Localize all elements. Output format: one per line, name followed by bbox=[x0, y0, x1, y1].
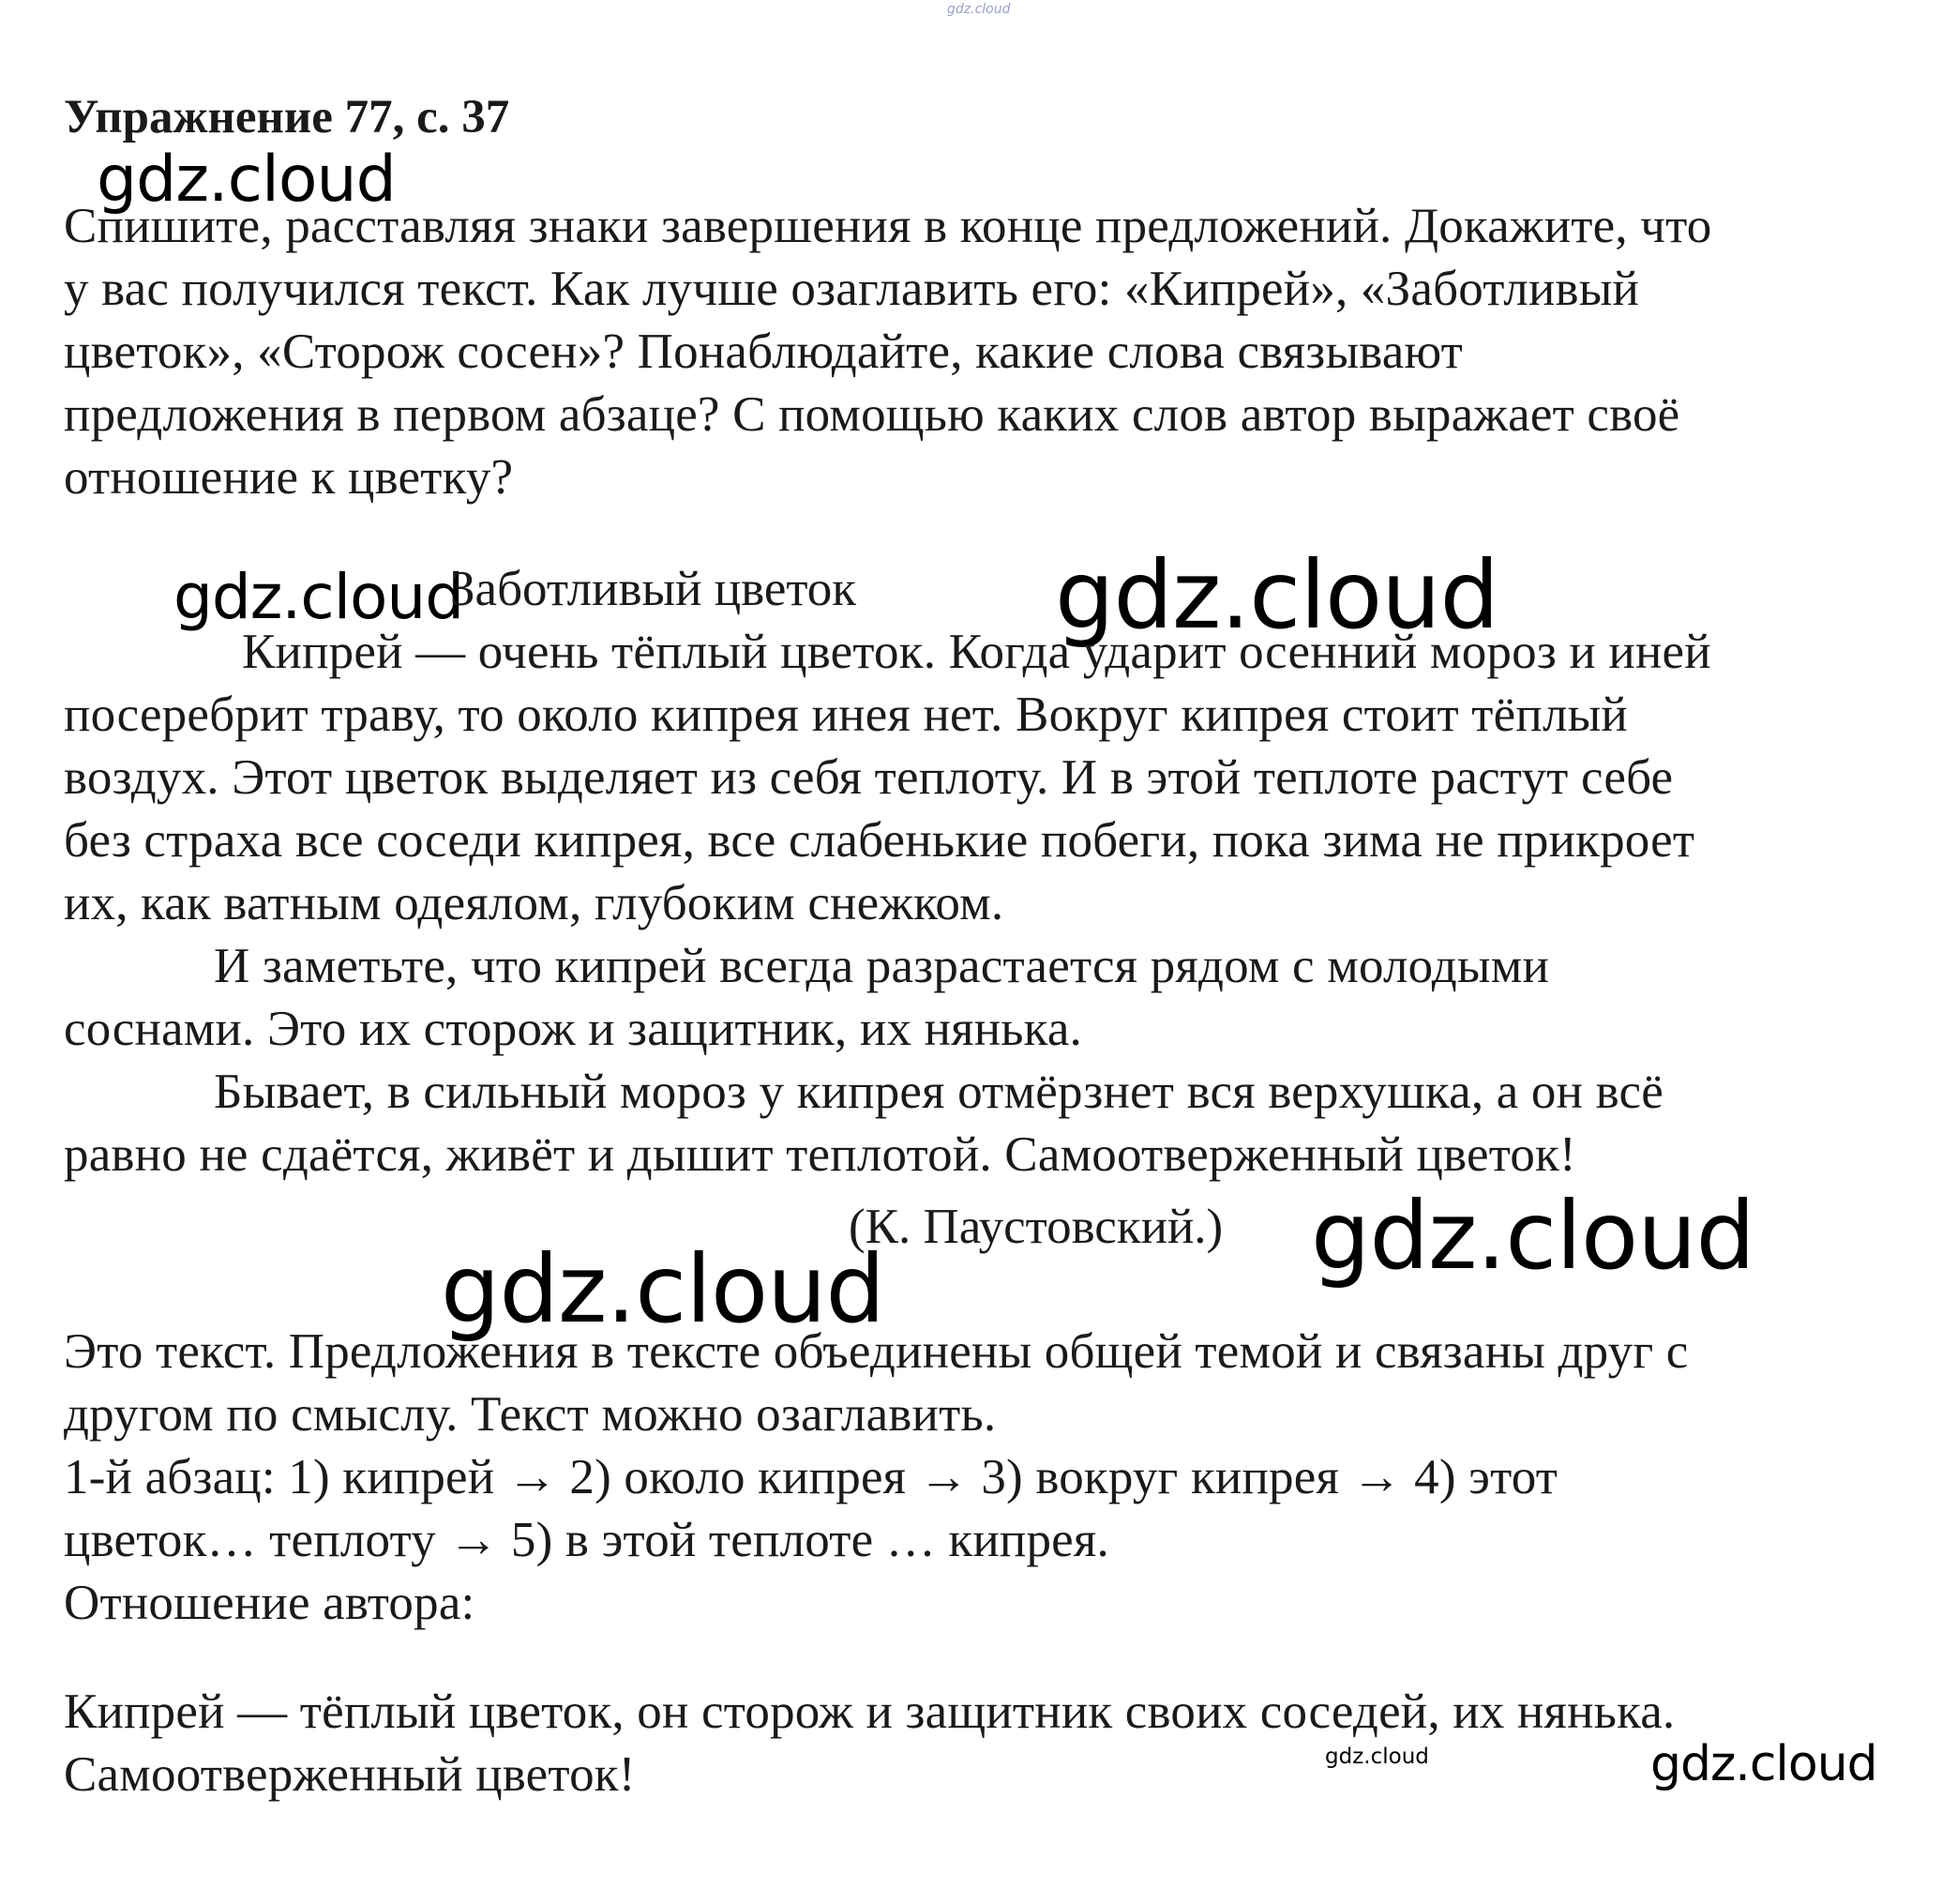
watermark-center: gdz.cloud bbox=[441, 1234, 885, 1344]
story-line: равно не сдаётся, живёт и дышит теплотой. Самоотверженный цветок! bbox=[64, 1127, 1576, 1182]
watermark-big-title-right: gdz.cloud bbox=[1055, 540, 1499, 650]
watermark-bottom-right: gdz.cloud bbox=[1650, 1736, 1877, 1792]
conclusion-line: Кипрей — тёплый цветок, он сторож и защитник своих соседей, их нянька. bbox=[64, 1685, 1676, 1739]
task-line: предложения в первом абзаце? С помощью каких слов автор выражает своё bbox=[64, 387, 1680, 442]
watermark-near-author: gdz.cloud bbox=[1311, 1181, 1755, 1291]
story-line: их, как ватным одеялом, глубоким снежком. bbox=[64, 876, 1004, 930]
watermark-below-heading: gdz.cloud bbox=[97, 143, 396, 217]
answer-line: другом по смыслу. Текст можно озаглавить. bbox=[64, 1387, 997, 1442]
task-line: Спишите, расставляя знаки завершения в конце предложений. Докажите, что bbox=[64, 199, 1712, 253]
exercise-heading: Упражнение 77, с. 37 bbox=[64, 91, 510, 144]
answer-line: 1-й абзац: 1) кипрей → 2) около кипрея → 3) вокруг кипрея → 4) этот bbox=[64, 1450, 1558, 1504]
story-line: посеребрит траву, то около кипрея инея нет. Вокруг кипрея стоит тёплый bbox=[64, 688, 1628, 742]
story-line: воздух. Этот цветок выделяет из себя теплоту. И в этой теплоте растут себе bbox=[64, 750, 1674, 805]
story-line: соснами. Это их сторож и защитник, их нянька. bbox=[64, 1002, 1083, 1056]
answer-line: Отношение автора: bbox=[64, 1576, 475, 1630]
answer-line: цветок… теплоту → 5) в этой теплоте … кипрея. bbox=[64, 1513, 1109, 1567]
story-title: Заботливый цветок bbox=[450, 562, 857, 616]
watermark-top: gdz.cloud bbox=[947, 2, 1011, 17]
task-line: цветок», «Сторож сосен»? Понаблюдайте, какие слова связывают bbox=[64, 325, 1463, 379]
answer-line: Это текст. Предложения в тексте объединены общей темой и связаны друг с bbox=[64, 1324, 1689, 1379]
task-line: у вас получился текст. Как лучше озаглавить его: «Кипрей», «Заботливый bbox=[64, 262, 1640, 316]
story-line: Кипрей — очень тёплый цветок. Когда ударит осенний мороз и иней bbox=[242, 625, 1711, 679]
watermark-before-title: gdz.cloud bbox=[173, 561, 464, 633]
story-line: без страха все соседи кипрея, все слабенькие побеги, пока зима не прикроет bbox=[64, 813, 1695, 868]
story-author: (К. Паустовский.) bbox=[849, 1200, 1224, 1254]
story-line: И заметьте, что кипрей всегда разрастается рядом с молодыми bbox=[214, 939, 1550, 993]
conclusion-line: Самоотверженный цветок! bbox=[64, 1747, 636, 1802]
story-line: Бывает, в сильный мороз у кипрея отмёрзнет вся верхушка, а он всё bbox=[214, 1065, 1663, 1119]
watermark-bottom-small: gdz.cloud bbox=[1325, 1745, 1429, 1769]
task-line: отношение к цветку? bbox=[64, 450, 514, 505]
